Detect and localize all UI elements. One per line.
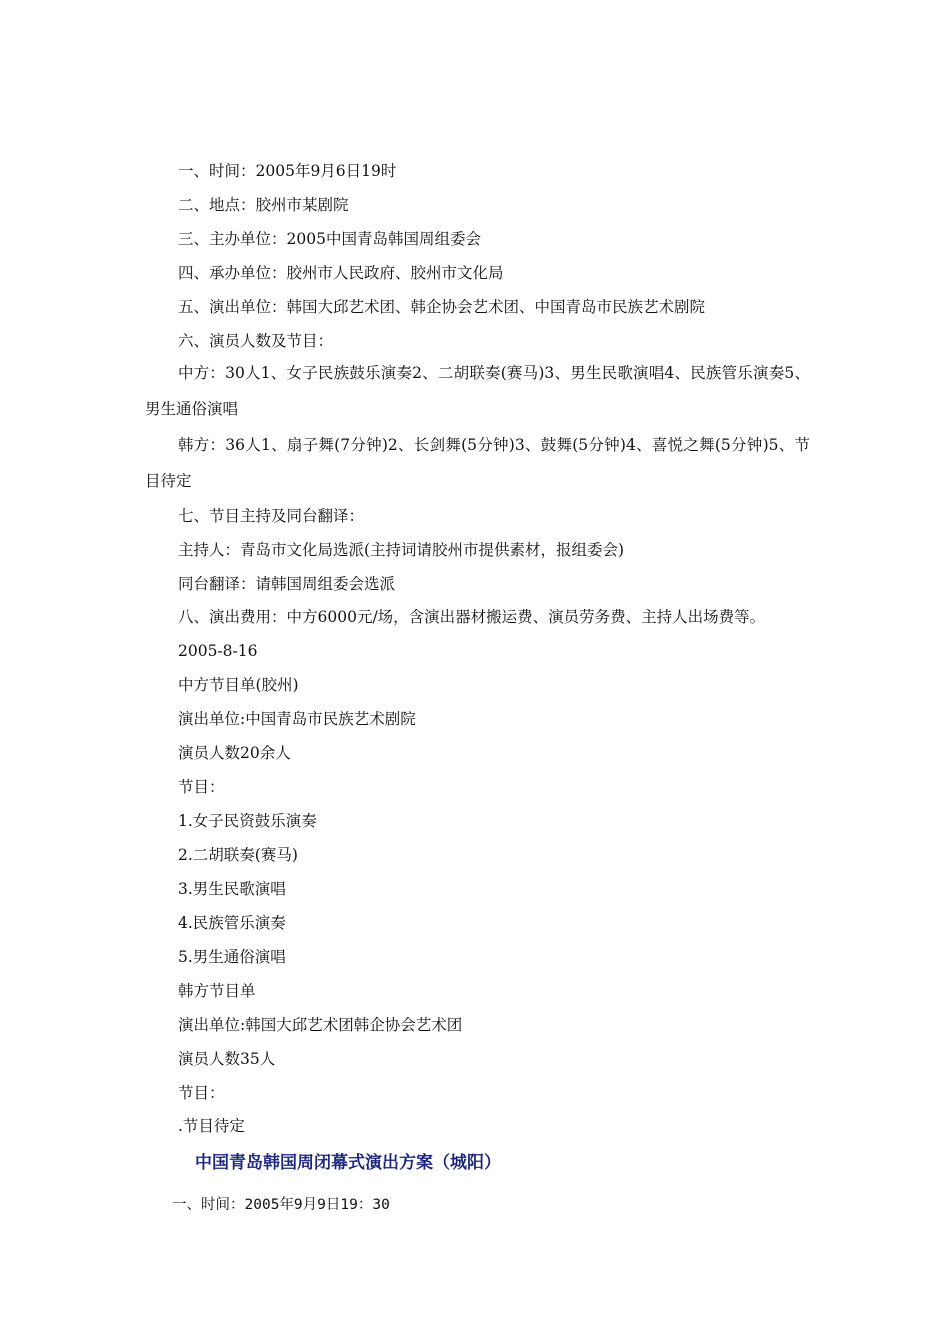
chinese-program-label: 节目：	[178, 778, 225, 796]
performer-line: 五、演出单位：韩国大邱艺术团、韩企协会艺术团、中国青岛市民族艺术剧院	[178, 298, 706, 316]
chinese-program-count: 演员人数20余人	[178, 744, 291, 762]
host-line: 主持人：青岛市文化局选派(主持词请胶州市提供素材，报组委会)	[178, 541, 625, 559]
chinese-program-item: 5.男生通俗演唱	[178, 948, 286, 966]
korean-program-pending: .节目待定	[178, 1117, 245, 1135]
venue-line: 二、地点：胶州市某剧院	[178, 196, 349, 214]
chinese-program-item: 1.女子民资鼓乐演奏	[178, 812, 317, 830]
korean-program-count: 演员人数35人	[178, 1050, 276, 1068]
korean-side-paragraph: 韩方：36人1、扇子舞(7分钟)2、长剑舞(5分钟)3、鼓舞(5分钟)4、喜悦之舞(5分钟)5、节目待定	[145, 436, 810, 490]
organizer-line: 三、主办单位：2005中国青岛韩国周组委会	[178, 230, 481, 248]
translator-line: 同台翻译：请韩国周组委会选派	[178, 575, 396, 593]
fee-line: 八、演出费用：中方6000元/场，含演出器材搬运费、演员劳务费、主持人出场费等。	[178, 608, 766, 626]
korean-program-label: 节目：	[178, 1084, 225, 1102]
chinese-side-paragraph: 中方：30人1、女子民族鼓乐演奏2、二胡联奏(赛马)3、男生民歌演唱4、民族管乐演奏5、男生通俗演唱	[145, 364, 810, 418]
chinese-program-item: 2.二胡联奏(赛马)	[178, 846, 298, 864]
time-line: 一、时间：2005年9月6日19时	[178, 162, 397, 180]
korean-program-unit: 演出单位:韩国大邱艺术团韩企协会艺术团	[178, 1016, 463, 1034]
chinese-program-item: 4.民族管乐演奏	[178, 914, 286, 932]
date-line: 2005-8-16	[178, 642, 258, 660]
closing-time-line: 一、时间：2005年9月9日19：30	[172, 1197, 390, 1213]
closing-ceremony-heading: 中国青岛韩国周闭幕式演出方案（城阳）	[195, 1153, 501, 1173]
chinese-program-item: 3.男生民歌演唱	[178, 880, 286, 898]
korean-program-title: 韩方节目单	[178, 982, 256, 1000]
co-organizer-line: 四、承办单位：胶州市人民政府、胶州市文化局	[178, 264, 504, 282]
chinese-program-title: 中方节目单(胶州)	[178, 676, 299, 694]
host-heading-line: 七、节目主持及同台翻译：	[178, 507, 365, 525]
chinese-program-unit: 演出单位:中国青岛市民族艺术剧院	[178, 710, 416, 728]
cast-heading-line: 六、演员人数及节目：	[178, 332, 334, 350]
